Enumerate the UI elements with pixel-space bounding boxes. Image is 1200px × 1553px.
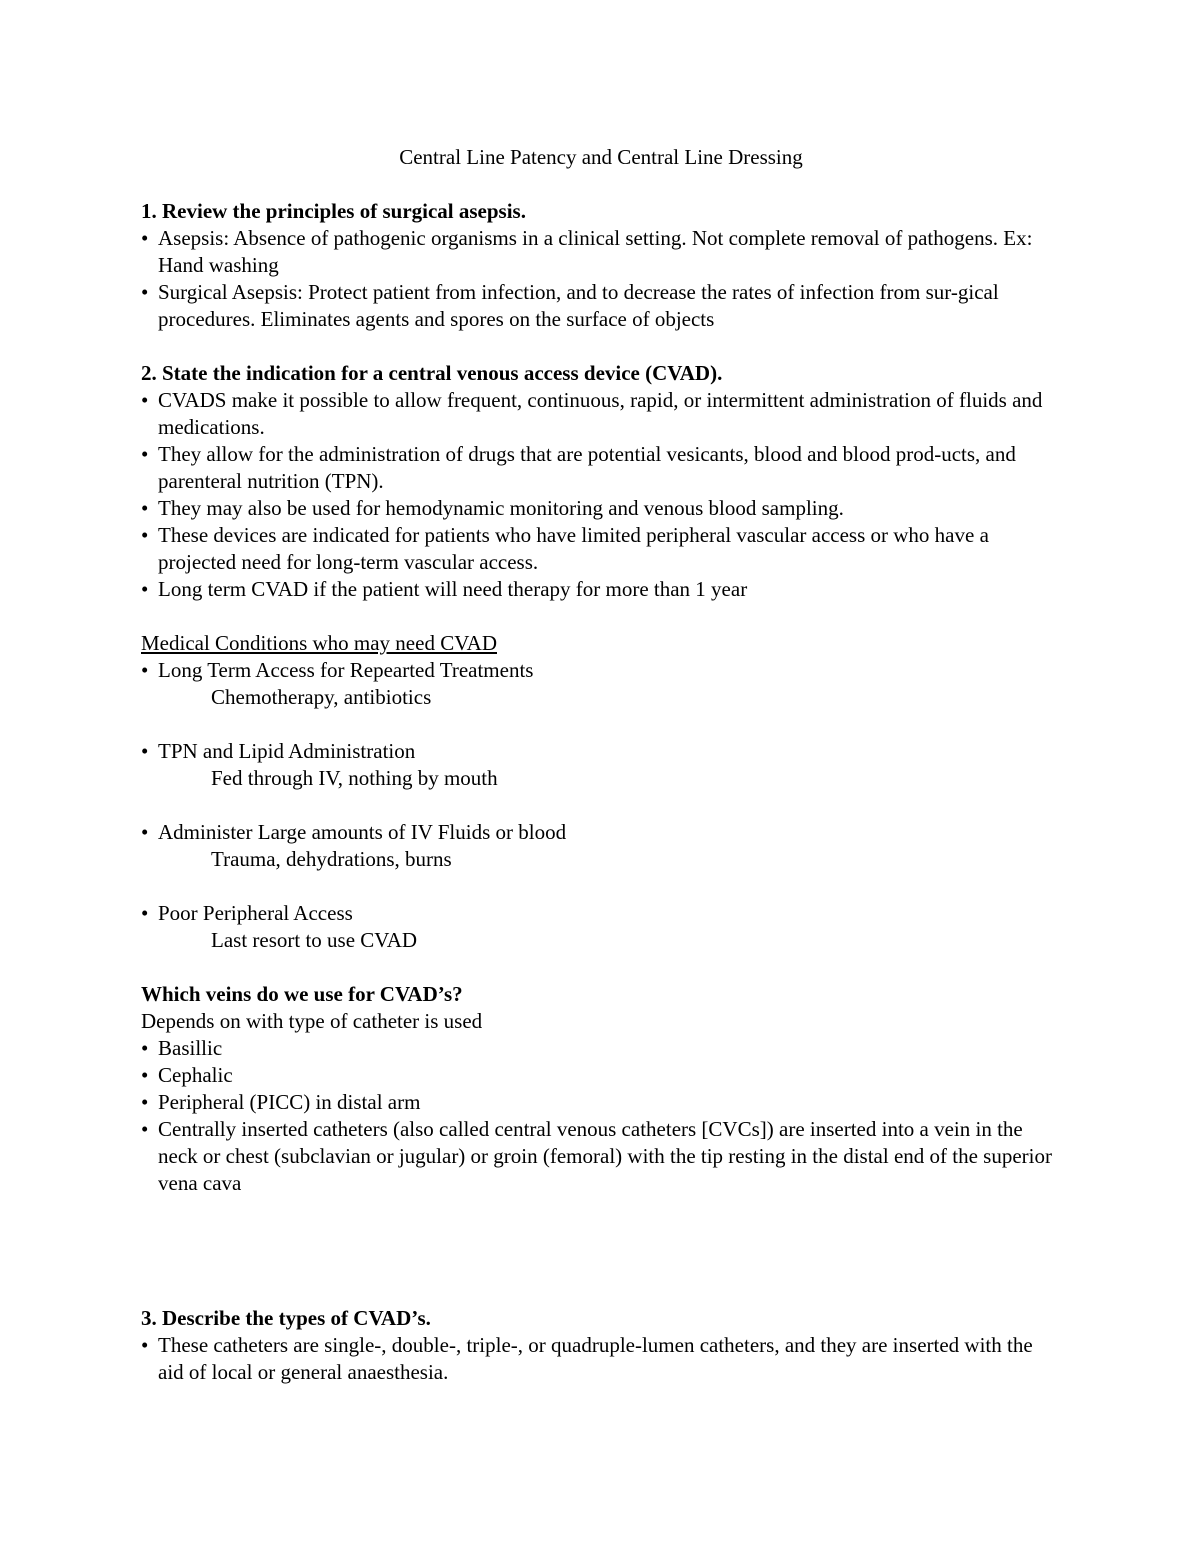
veins-list	[141, 1035, 1061, 1197]
bullet-icon: •	[141, 1063, 149, 1087]
list-item-text: Cephalic	[158, 1063, 233, 1087]
list-item	[141, 522, 1061, 576]
spacer	[141, 954, 1061, 981]
list-item-text: Asepsis: Absence of pathogenic organisms in a clinical setting. Not complete removal of pathogens. Ex: Hand washing	[158, 226, 1033, 277]
section-2-list	[141, 387, 1061, 603]
condition-detail: Last resort to use CVAD	[211, 928, 418, 952]
bullet-icon: •	[141, 1117, 149, 1141]
conditions-list	[141, 900, 1061, 927]
list-item-text: Administer Large amounts of IV Fluids or blood	[158, 820, 567, 844]
list-item	[141, 279, 1061, 333]
list-item	[141, 900, 1061, 927]
section-3-list	[141, 1332, 1061, 1386]
bullet-icon: •	[141, 280, 149, 304]
list-item-text: Centrally inserted catheters (also called central venous catheters [CVCs]) are inserted into a vein in the neck or chest (subclavian or jugular) or groin (femoral) with the tip resting in the distal end of the superior vena cava	[158, 1117, 1052, 1195]
section-3-heading: 3. Describe the types of CVAD’s.	[141, 1306, 431, 1330]
bullet-icon: •	[141, 523, 149, 547]
condition-detail: Fed through IV, nothing by mouth	[211, 766, 498, 790]
spacer	[141, 1197, 1061, 1224]
bullet-icon: •	[141, 1036, 149, 1060]
list-item	[141, 1035, 1061, 1062]
conditions-list	[141, 657, 1061, 684]
list-item-text: Surgical Asepsis: Protect patient from infection, and to decrease the rates of infection from sur-gical procedures. Eliminates agents and spores on the surface of objects	[158, 280, 999, 331]
spacer	[141, 1278, 1061, 1305]
spacer	[141, 873, 1061, 900]
list-item	[141, 1116, 1061, 1197]
document-page	[141, 144, 1061, 1386]
bullet-icon: •	[141, 658, 149, 682]
bullet-icon: •	[141, 226, 149, 250]
list-item	[141, 225, 1061, 279]
bullet-icon: •	[141, 496, 149, 520]
list-item-text: CVADS make it possible to allow frequent, continuous, rapid, or intermittent administration of fluids and medications.	[158, 388, 1043, 439]
list-item	[141, 1089, 1061, 1116]
section-1-list	[141, 225, 1061, 333]
list-item-text: Long term CVAD if the patient will need therapy for more than 1 year	[158, 577, 748, 601]
conditions-list	[141, 819, 1061, 846]
list-item-text: Long Term Access for Repearted Treatments	[158, 658, 534, 682]
bullet-icon: •	[141, 739, 149, 763]
list-item	[141, 387, 1061, 441]
bullet-icon: •	[141, 1333, 149, 1357]
list-item-text: Peripheral (PICC) in distal arm	[158, 1090, 421, 1114]
spacer	[141, 792, 1061, 819]
list-item	[141, 1332, 1061, 1386]
veins-intro: Depends on with type of catheter is used	[141, 1009, 483, 1033]
bullet-icon: •	[141, 388, 149, 412]
condition-detail: Trauma, dehydrations, burns	[211, 847, 452, 871]
conditions-list	[141, 738, 1061, 765]
spacer	[141, 171, 1061, 198]
list-item	[141, 495, 1061, 522]
document-title: Central Line Patency and Central Line Dressing	[399, 145, 803, 169]
bullet-icon: •	[141, 577, 149, 601]
spacer	[141, 603, 1061, 630]
list-item	[141, 1062, 1061, 1089]
list-item-text: They allow for the administration of drugs that are potential vesicants, blood and blood prod-ucts, and parenteral nutrition (TPN).	[158, 442, 1016, 493]
spacer	[141, 1224, 1061, 1251]
spacer	[141, 333, 1061, 360]
bullet-icon: •	[141, 901, 149, 925]
list-item	[141, 576, 1061, 603]
section-2-heading: 2. State the indication for a central venous access device (CVAD).	[141, 361, 723, 385]
condition-detail: Chemotherapy, antibiotics	[211, 685, 432, 709]
bullet-icon: •	[141, 442, 149, 466]
list-item-text: They may also be used for hemodynamic monitoring and venous blood sampling.	[158, 496, 844, 520]
list-item	[141, 441, 1061, 495]
list-item	[141, 738, 1061, 765]
list-item	[141, 657, 1061, 684]
list-item-text: Basillic	[158, 1036, 223, 1060]
veins-heading: Which veins do we use for CVAD’s?	[141, 982, 463, 1006]
list-item-text: TPN and Lipid Administration	[158, 739, 416, 763]
list-item	[141, 819, 1061, 846]
section-1-heading: 1. Review the principles of surgical asepsis.	[141, 199, 526, 223]
list-item-text: These catheters are single-, double-, triple-, or quadruple-lumen catheters, and they are inserted with the aid of local or general anaesthesia.	[158, 1333, 1033, 1384]
spacer	[141, 711, 1061, 738]
conditions-heading: Medical Conditions who may need CVAD	[141, 631, 497, 655]
list-item-text: These devices are indicated for patients who have limited peripheral vascular access or who have a projected need for long-term vascular access.	[158, 523, 989, 574]
bullet-icon: •	[141, 1090, 149, 1114]
spacer	[141, 1251, 1061, 1278]
list-item-text: Poor Peripheral Access	[158, 901, 353, 925]
bullet-icon: •	[141, 820, 149, 844]
